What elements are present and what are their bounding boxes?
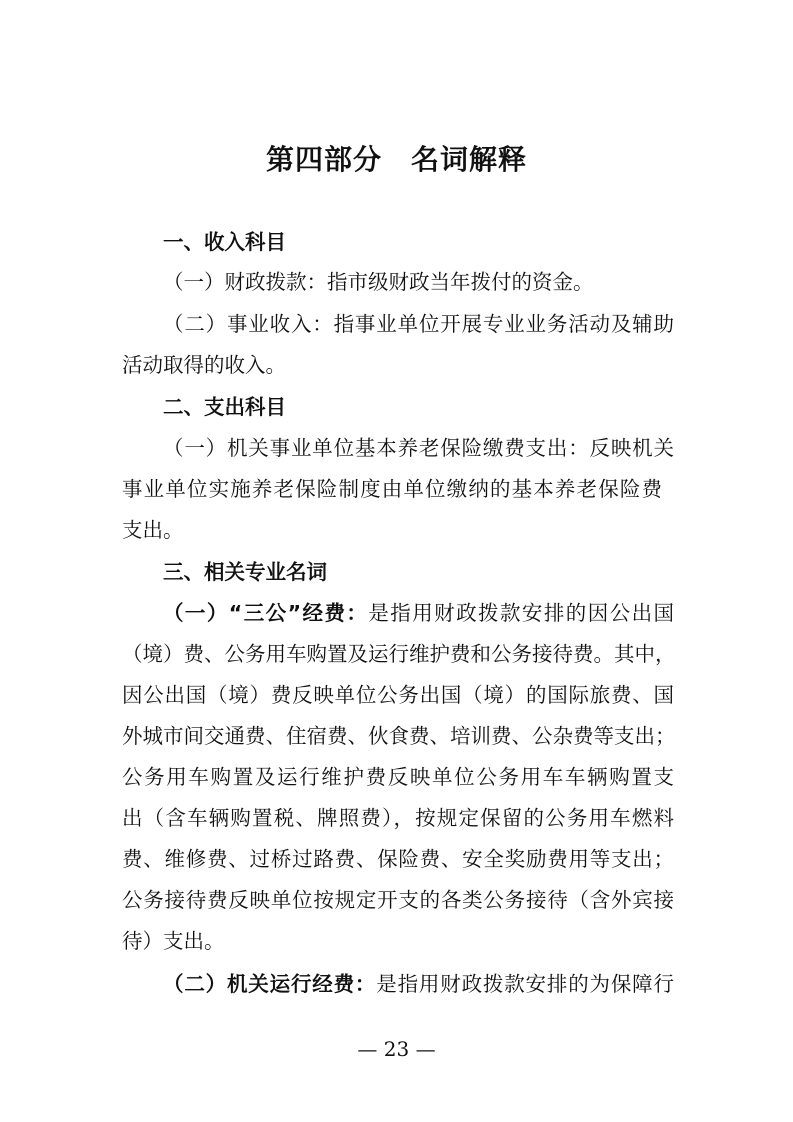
sangong-line-1-text: 是指用财政拨款安排的因公出国 [368,601,675,625]
sangong-line-8: 公务接待费反映单位按规定开支的各类公务接待（含外宾接 [122,888,674,912]
expense-item-1-line-2: 事业单位实施养老保险制度由单位缴纳的基本养老保险费 [122,477,662,501]
income-item-2-line-1: （二）事业收入：指事业单位开展专业业务活动及辅助 [163,312,674,336]
operation-line-1-text: 是指用财政拨款安排的为保障行 [376,972,675,996]
operation-term-label: （二）机关运行经费： [163,972,377,996]
sangong-line-1 [163,599,674,627]
sangong-line-7: 费、维修费、过桥过路费、保险费、安全奖励费用等支出； [122,847,674,871]
income-item-1: （一）财政拨款：指市级财政当年拨付的资金。 [163,270,594,294]
expense-item-1-line-3: 支出。 [122,518,184,542]
operation-line-1 [163,970,674,998]
page-title: 第四部分 名词解释 [265,143,527,176]
sangong-line-3: 因公出国（境）费反映单位公务出国（境）的国际旅费、国 [122,683,674,707]
expense-item-1-line-1: （一）机关事业单位基本养老保险缴费支出：反映机关 [163,436,674,460]
section-heading-income: 一、收入科目 [163,230,286,254]
sangong-line-6: 出（含车辆购置税、牌照费），按规定保留的公务用车燃料 [122,806,674,830]
section-heading-expense: 二、支出科目 [163,395,286,419]
page-number: — 23 — [357,1037,436,1061]
sangong-line-2: （境）费、公务用车购置及运行维护费和公务接待费。其中， [122,642,676,666]
section-heading-terms: 三、相关专业名词 [163,560,327,584]
sangong-term-label: （一）“三公”经费： [163,601,369,625]
sangong-line-9: 待）支出。 [122,929,225,953]
sangong-line-5: 公务用车购置及运行维护费反映单位公务用车车辆购置支 [122,765,674,789]
income-item-2-line-2: 活动取得的收入。 [122,353,286,377]
sangong-line-4: 外城市间交通费、住宿费、伙食费、培训费、公杂费等支出； [122,724,676,748]
